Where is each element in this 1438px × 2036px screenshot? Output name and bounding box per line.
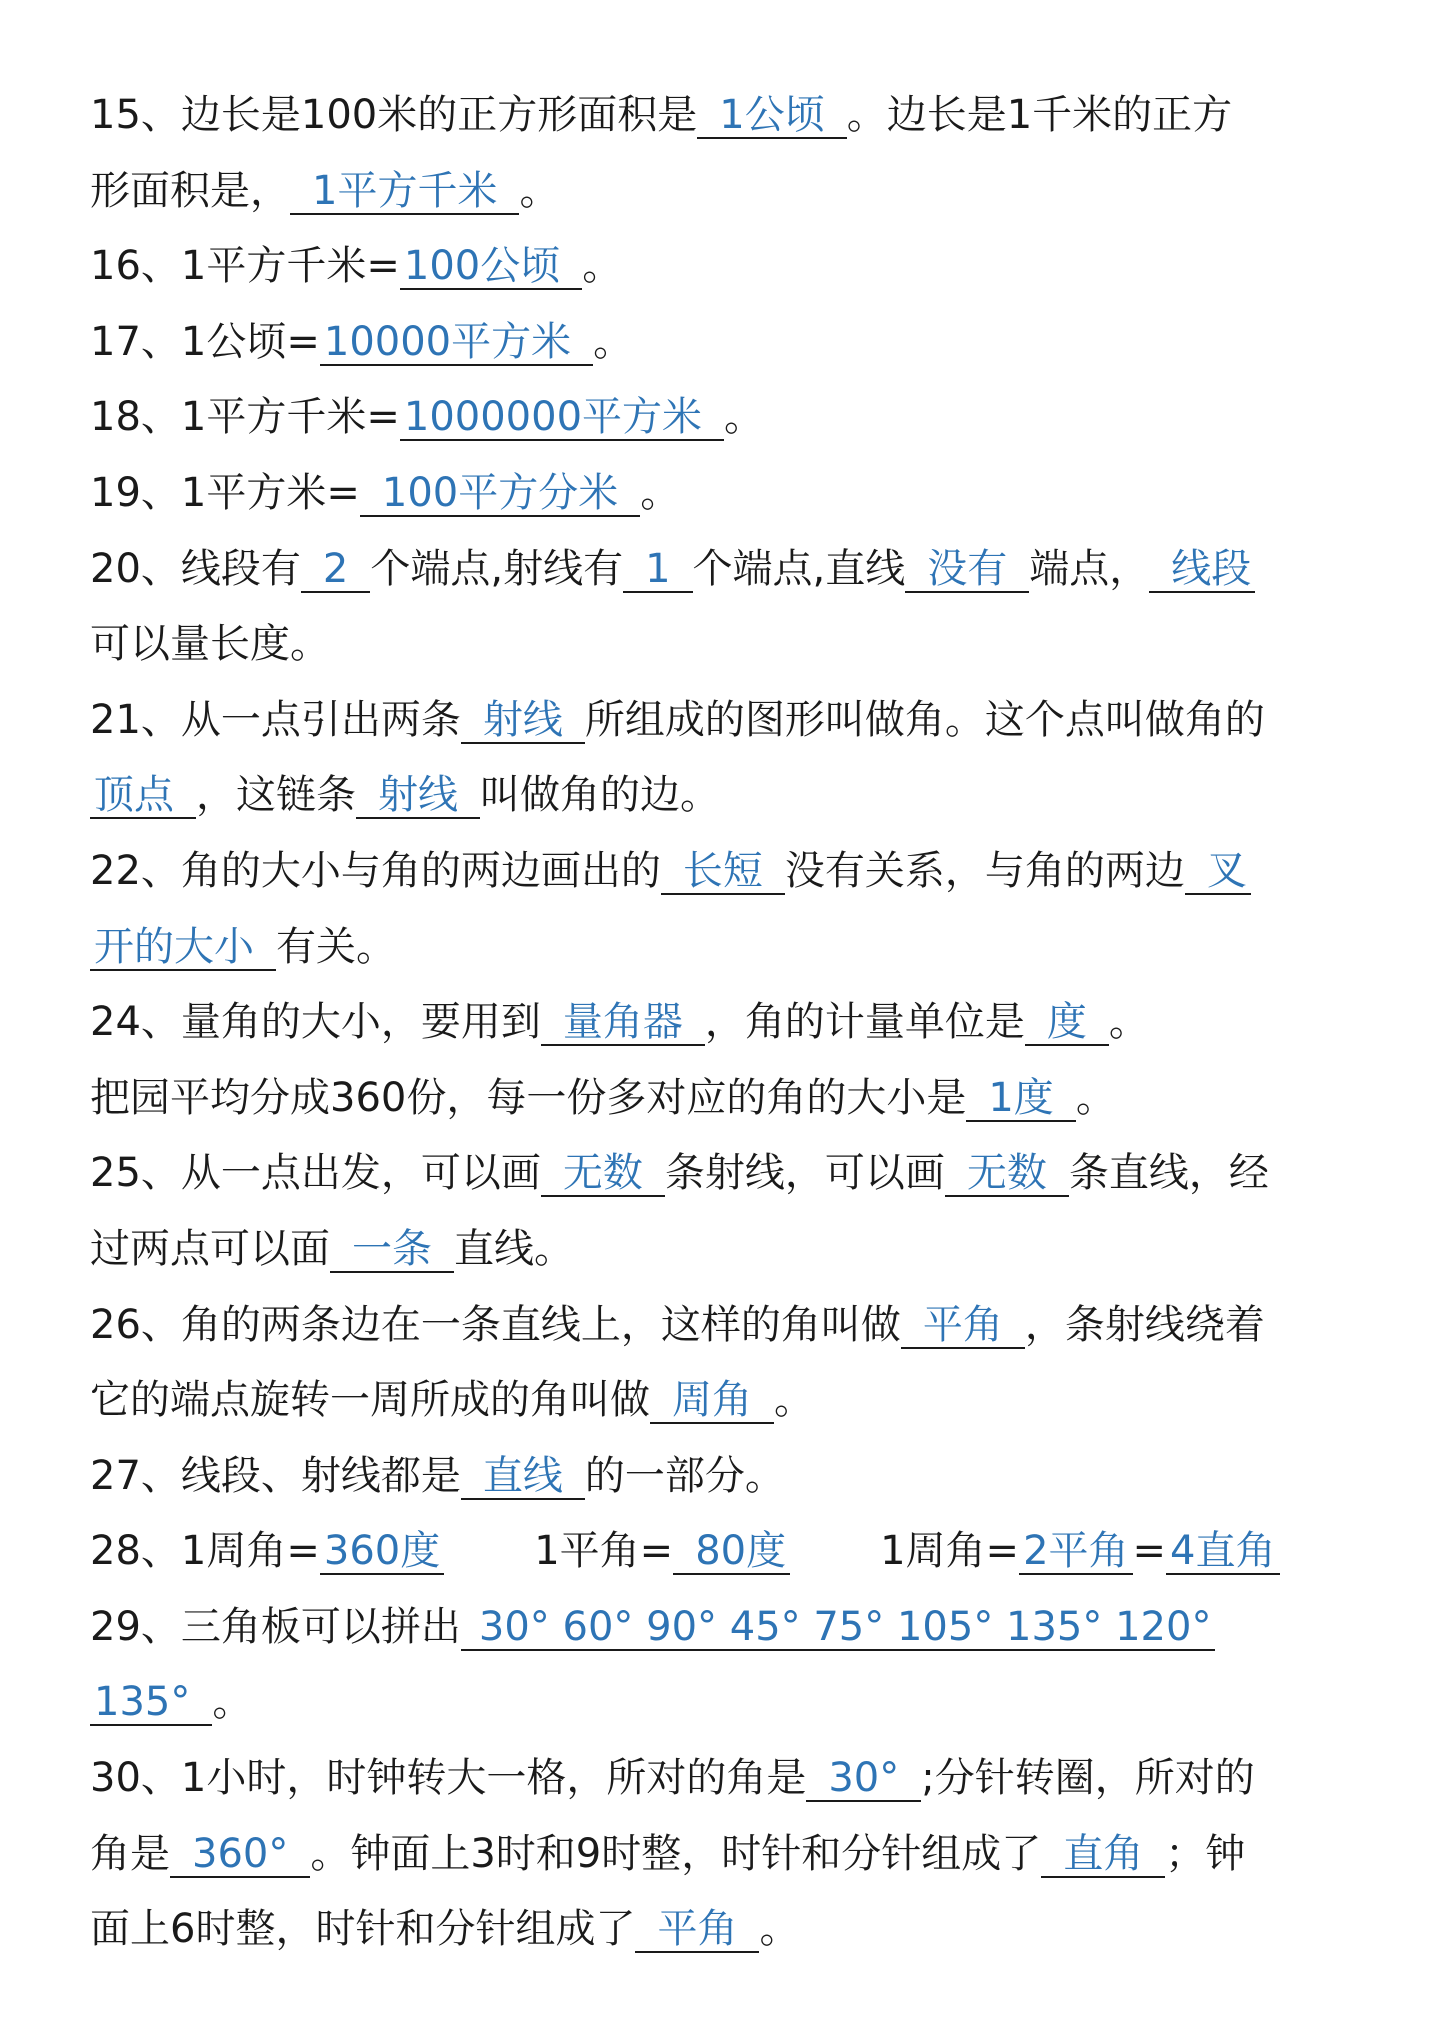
q29-line-2 [90,1665,1360,1741]
q15-answer-1: 1公顷 [697,93,846,139]
q24-line-1 [90,985,1360,1061]
q24-answer-2: 度 [1025,1000,1109,1046]
q28-line [90,1514,1360,1590]
q25-line-1 [90,1136,1360,1212]
q25-line-2 [90,1212,1360,1288]
q24-answer-3: 1度 [966,1076,1075,1122]
q19-answer: 100平方分米 [360,471,640,517]
q20-answer-2: 1 [623,547,692,593]
q22-line-1 [90,834,1360,910]
q22-text-1: 22、角的大小与角的两边画出的 [90,847,661,894]
q29-text-1: 29、三角板可以拼出 [90,1603,461,1650]
q30-line-2 [90,1817,1360,1893]
q20-line-2 [90,607,1360,683]
q19-end: 。 [640,469,681,516]
q26-text-2: ，条射线绕着 [1024,1301,1265,1348]
q15-answer-2: 1平方千米 [290,169,519,215]
q30-text-5: ；钟 [1165,1830,1246,1877]
q17-text: 17、1公顷= [90,318,320,365]
q21-line-1 [90,683,1360,759]
q30-text-4: 。钟面上3时和9时整，时针和分针组成了 [310,1830,1042,1877]
q30-text-6: 面上6时整，时针和分针组成了 [90,1906,636,1953]
q25-text-3: 条直线，经 [1068,1150,1269,1197]
q20-text-2: 个端点,射线有 [370,545,624,592]
q16-answer: 100公顷 [400,244,582,290]
q28-text-3: 1周角= [880,1528,1020,1575]
q30-text-1: 30、1小时，时钟转大一格，所对的角是 [90,1755,807,1802]
q26-line-1 [90,1288,1360,1364]
q26-answer-2: 周角 [650,1378,774,1424]
q18-end: 。 [724,394,765,441]
q22-line-2 [90,910,1360,986]
q20-answer-4: 线段 [1149,547,1255,593]
q21-text-4: 叫做角的边。 [480,772,720,819]
q15-line-1 [90,78,1360,154]
q27-text-1: 27、线段、射线都是 [90,1452,461,1499]
q28-text-1: 28、1周角= [90,1528,320,1575]
q21-answer-2: 顶点 [90,773,196,819]
q27-line [90,1439,1360,1515]
q30-answer-4: 平角 [635,1907,759,1953]
q16-line [90,229,1360,305]
q21-answer-3: 射线 [356,773,480,819]
q15-text-2: 。边长是1千米的正方 [846,92,1233,138]
q24-text-3: 。 [1108,999,1149,1046]
q30-text-7: 。 [759,1906,800,1953]
q15-text-4: 。 [519,167,560,214]
q30-line-1 [90,1741,1360,1817]
q28-answer-3: 2平角 [1019,1529,1132,1575]
q24-text-5: 。 [1075,1074,1116,1121]
q20-text-1: 20、线段有 [90,545,301,592]
q21-answer-1: 射线 [461,698,585,744]
q29-line-1 [90,1590,1360,1666]
q28-answer-2: 80度 [673,1529,790,1575]
q22-answer-1: 长短 [661,849,785,895]
q29-answer-1: 30° 60° 90° 45° 75° 105° 135° 120° [461,1605,1216,1651]
q22-answer-2a: 叉 [1185,849,1251,895]
q18-line [90,380,1360,456]
q25-text-4: 过两点可以面 [90,1225,330,1272]
q20-text-3: 个端点,直线 [692,545,906,592]
q17-end: 。 [593,318,634,365]
q20-text-4: 端点， [1029,545,1150,592]
q24-text-1: 24、量角的大小，要用到 [90,999,541,1046]
q19-line [90,456,1360,532]
q28-text-2: 1平角= [534,1528,674,1575]
q20-answer-3: 没有 [905,547,1029,593]
q29-answer-2: 135° [90,1680,212,1726]
q28-text-4: = [1132,1528,1167,1575]
q26-line-2 [90,1363,1360,1439]
q30-answer-3: 直角 [1041,1832,1165,1878]
q30-answer-1: 30° [806,1756,921,1802]
q30-text-3: 角是 [90,1830,170,1877]
q30-text-2: ;分针转圈，所对的 [921,1755,1255,1802]
q16-text: 16、1平方千米= [90,243,400,290]
q19-text: 19、1平方米= [90,469,360,516]
q21-text-1: 21、从一点引出两条 [90,696,461,743]
q15-line-2 [90,154,1360,230]
q17-line [90,305,1360,381]
q25-answer-1: 无数 [541,1151,665,1197]
q26-text-1: 26、角的两条边在一条直线上，这样的角叫做 [90,1301,901,1348]
q22-text-3: 有关。 [276,923,396,970]
q25-text-1: 25、从一点出发，可以画 [90,1150,541,1197]
q27-text-2: 的一部分。 [584,1452,785,1499]
q18-answer: 1000000平方米 [400,395,724,441]
q18-text: 18、1平方千米= [90,394,400,441]
q21-text-3: ，这链条 [196,772,356,819]
q25-answer-2: 无数 [945,1151,1069,1197]
q30-line-3 [90,1892,1360,1968]
q26-text-4: 。 [774,1377,814,1424]
q20-line-1 [90,532,1360,608]
q25-text-5: 直线。 [454,1225,574,1272]
q16-end: 。 [582,243,623,290]
q26-text-3: 它的端点旋转一周所成的角叫做 [90,1377,650,1424]
q24-answer-1: 量角器 [541,1000,705,1046]
q20-text-5: 可以量长度。 [90,621,330,668]
q15-text-3: 形面积是， [90,167,290,214]
q27-answer-1: 直线 [461,1454,585,1500]
q21-line-2 [90,758,1360,834]
q30-answer-2: 360° [170,1832,310,1878]
q22-answer-2b: 开的大小 [90,925,276,971]
q21-text-2: 所组成的图形叫做角。这个点叫做角的 [584,696,1265,743]
q26-answer-1: 平角 [901,1303,1025,1349]
q20-answer-1: 2 [301,547,370,593]
q28-answer-1: 360度 [320,1529,444,1575]
q24-text-2: ，角的计量单位是 [704,999,1025,1046]
q17-answer: 10000平方米 [320,320,593,366]
q22-text-2: 没有关系，与角的两边 [784,847,1185,894]
q15-text-1: 15、边长是100米的正方形面积是 [90,92,698,138]
q24-text-4: 把园平均分成360份，每一份多对应的角的大小是 [90,1074,967,1121]
q25-text-2: 条射线，可以画 [664,1150,945,1197]
q25-answer-3: 一条 [330,1227,454,1273]
q28-answer-4: 4直角 [1166,1529,1279,1575]
q29-text-2: 。 [212,1679,253,1726]
q24-line-2 [90,1061,1360,1137]
